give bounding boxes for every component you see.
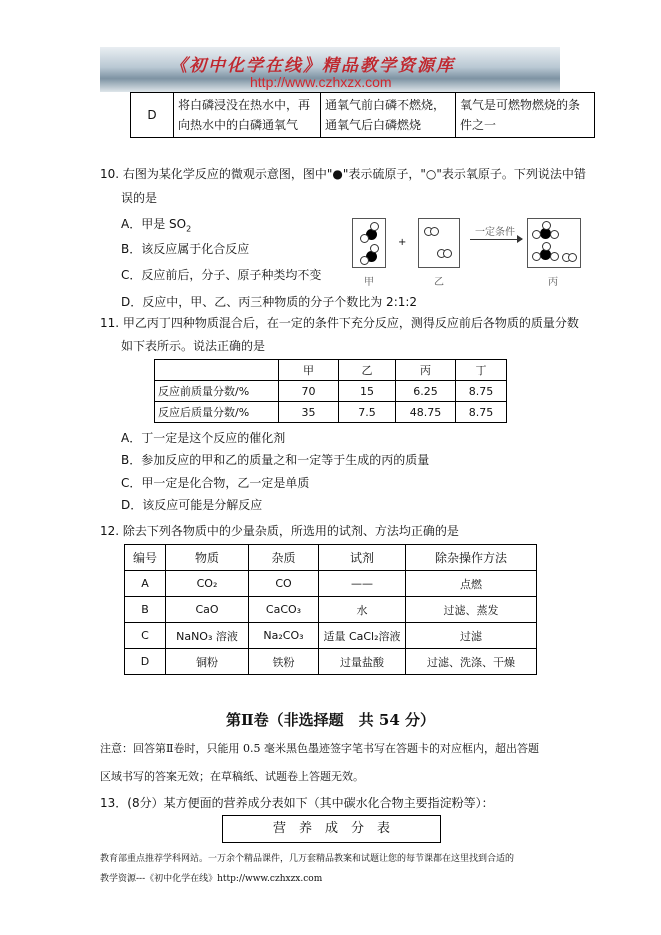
cell: 将白磷浸没在热水中，再向热水中的白磷通氧气 <box>174 93 321 138</box>
cell: 70 <box>279 381 339 402</box>
q11-option-a: A．丁一定是这个反应的催化剂 <box>121 431 286 445</box>
table-row <box>155 381 507 402</box>
condition-label: 一定条件 <box>475 227 515 238</box>
notice-line-1: 注意：回答第Ⅱ卷时，只能用 0.5 毫米黑色墨迹签字笔书写在答题卡的对应框内，超出答题 <box>100 742 539 755</box>
label-jia: 甲 <box>364 277 374 288</box>
molecule-box-yi <box>418 218 460 268</box>
q10-option-b: B．该反应属于化合反应 <box>121 242 250 256</box>
q13-stem: 13．(8分）某方便面的营养成分表如下（其中碳水化合物主要指淀粉等）： <box>100 796 494 810</box>
arrow-head-icon <box>517 235 523 243</box>
cell: 15 <box>339 381 396 402</box>
arrow-icon <box>470 239 522 240</box>
cell: CaO <box>166 597 249 623</box>
table-row <box>131 93 595 138</box>
q10-option-d: D．反应中，甲、乙、丙三种物质的分子个数比为 2:1:2 <box>121 295 418 309</box>
footer-line-2: 教学资源---《初中化学在线》http://www.czhxzx.com <box>100 874 323 884</box>
q12-stem: 12. 除去下列各物质中的少量杂质，所选用的试剂、方法均正确的是 <box>100 524 459 538</box>
cell: C <box>125 623 166 649</box>
table-row <box>125 649 537 675</box>
table-row <box>125 571 537 597</box>
cell: 过滤 <box>406 623 537 649</box>
cell: —— <box>319 571 406 597</box>
q12-table <box>124 544 537 675</box>
banner-title: 《初中化学在线》精品教学资源库 <box>170 56 455 76</box>
cell: 铁粉 <box>249 649 319 675</box>
cell: 水 <box>319 597 406 623</box>
cell: CO <box>249 571 319 597</box>
cell: 铜粉 <box>166 649 249 675</box>
q11-table <box>154 359 507 423</box>
cell: NaNO₃ 溶液 <box>166 623 249 649</box>
header-cell: 丙 <box>396 360 456 381</box>
section-title: 第Ⅱ卷（非选择题 共 54 分） <box>226 711 435 729</box>
q11-option-d: D．该反应可能是分解反应 <box>121 498 263 512</box>
cell: D <box>131 93 174 138</box>
q11-option-b: B．参加反应的甲和乙的质量之和一定等于生成的丙的质量 <box>121 453 430 467</box>
header-cell: 试剂 <box>319 545 406 571</box>
subscript: 2 <box>186 224 192 234</box>
q10-option-a <box>121 215 191 233</box>
cell: 8.75 <box>456 381 507 402</box>
footer-line-1: 教育部重点推荐学科网站。一万余个精品课件，几万套精品教案和试题让您的每节课都在这里找到合适的 <box>100 854 515 864</box>
reaction-diagram <box>350 217 590 297</box>
option-text: A．甲是 SO <box>121 217 187 231</box>
q10-option-c: C．反应前后，分子、原子种类均不变 <box>121 268 322 282</box>
label-bing: 丙 <box>548 277 558 288</box>
q10-stem: 10. 右图为某化学反应的微观示意图，图中"●"表示硫原子，"○"表示氧原子。下列说法中错 <box>100 167 586 181</box>
q11-option-c: C．甲一定是化合物，乙一定是单质 <box>121 476 310 490</box>
banner-url[interactable]: http://www.czhxzx.com <box>250 74 392 90</box>
cell: 过量盐酸 <box>319 649 406 675</box>
cell: 适量 CaCl₂溶液 <box>319 623 406 649</box>
nutrition-table-title: 营 养 成 分 表 <box>222 815 441 843</box>
cell: 6.25 <box>396 381 456 402</box>
cell: 通氧气前白磷不燃烧，通氧气后白磷燃烧 <box>321 93 456 138</box>
cell: 过滤、洗涤、干燥 <box>406 649 537 675</box>
cell: Na₂CO₃ <box>249 623 319 649</box>
molecule-box-jia <box>352 218 386 268</box>
q10-stem-cont: 误的是 <box>121 191 158 205</box>
cell: 点燃 <box>406 571 537 597</box>
cell: 反应前质量分数/% <box>155 381 279 402</box>
label-yi: 乙 <box>434 277 444 288</box>
table-header-row <box>125 545 537 571</box>
cell: 过滤、蒸发 <box>406 597 537 623</box>
cell: 8.75 <box>456 402 507 423</box>
table-header-row <box>155 360 507 381</box>
q11-stem-cont: 如下表所示。说法正确的是 <box>121 339 266 353</box>
table-row <box>125 623 537 649</box>
cell: D <box>125 649 166 675</box>
cell: A <box>125 571 166 597</box>
header-banner <box>100 47 560 92</box>
header-cell: 乙 <box>339 360 396 381</box>
header-cell: 丁 <box>456 360 507 381</box>
table-row <box>125 597 537 623</box>
cell: 7.5 <box>339 402 396 423</box>
q11-stem: 11. 甲乙丙丁四种物质混合后，在一定的条件下充分反应，测得反应前后各物质的质量分数 <box>100 316 579 330</box>
cell: 48.75 <box>396 402 456 423</box>
header-cell <box>155 360 279 381</box>
cell: B <box>125 597 166 623</box>
cell: 氧气是可燃物燃烧的条件之一 <box>456 93 595 138</box>
cell: CO₂ <box>166 571 249 597</box>
table-row <box>155 402 507 423</box>
header-cell: 编号 <box>125 545 166 571</box>
cell: 反应后质量分数/% <box>155 402 279 423</box>
previous-question-table <box>130 92 595 138</box>
header-cell: 除杂操作方法 <box>406 545 537 571</box>
header-cell: 杂质 <box>249 545 319 571</box>
molecule-box-bing <box>527 218 581 268</box>
cell: 35 <box>279 402 339 423</box>
cell: CaCO₃ <box>249 597 319 623</box>
plus-sign: + <box>398 237 407 248</box>
notice-line-2: 区域书写的答案无效；在草稿纸、试题卷上答题无效。 <box>100 770 364 783</box>
header-cell: 物质 <box>166 545 249 571</box>
header-cell: 甲 <box>279 360 339 381</box>
